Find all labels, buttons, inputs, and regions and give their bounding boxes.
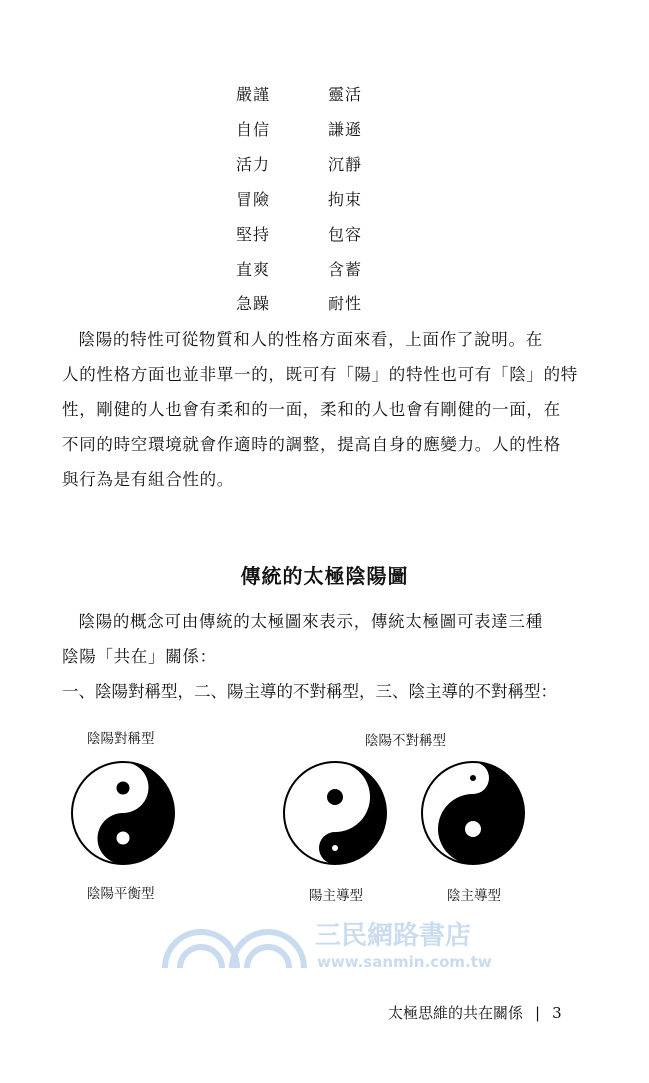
text-line: 一、陰陽對稱型，二、陽主導的不對稱型，三、陰主導的不對稱型：	[62, 682, 557, 701]
paragraph-personality	[62, 322, 582, 497]
yang-trait: 堅持	[236, 225, 271, 244]
page-number: 3	[552, 1004, 562, 1022]
yin-trait: 含蓄	[328, 260, 363, 279]
watermark-name: 三民網路書店	[315, 921, 472, 951]
yang-trait: 自信	[236, 120, 271, 139]
caption-yin-dominant: 陰主導型	[447, 888, 501, 904]
text-line: 不同的時空環境就會作適時的調整，提高自身的應變力。人的性格	[62, 435, 561, 454]
watermark	[160, 915, 490, 985]
caption-balanced: 陰陽平衡型	[87, 886, 155, 902]
yang-trait: 活力	[236, 155, 271, 174]
watermark-url: www.sanmin.com.tw	[317, 953, 492, 971]
taiji-yin-dominant-icon	[420, 760, 526, 866]
footer-divider: |	[535, 1004, 541, 1022]
asymmetric-group-label: 陰陽不對稱型	[365, 733, 446, 749]
text-line: 性，剛健的人也會有柔和的一面，柔和的人也會有剛健的一面，在	[62, 400, 561, 419]
watermark-logo-icon	[160, 920, 310, 970]
text-line: 陰陽的特性可從物質和人的性格方面來看，上面作了說明。在	[78, 330, 543, 349]
yang-trait: 嚴謹	[236, 85, 271, 104]
yin-trait: 沉靜	[328, 155, 363, 174]
yang-trait: 冒險	[236, 190, 271, 209]
yin-trait: 耐性	[328, 294, 363, 313]
text-line: 人的性格方面也並非單一的，既可有「陽」的特性也可有「陰」的特	[62, 365, 578, 384]
text-line: 陰陽的概念可由傳統的太極圖來表示，傳統太極圖可表達三種	[78, 612, 543, 631]
yin-trait: 靈活	[328, 85, 363, 104]
taiji-yang-dominant-icon	[282, 760, 388, 866]
yang-trait: 直爽	[236, 260, 271, 279]
yin-trait: 包容	[328, 225, 363, 244]
page-footer	[388, 1002, 562, 1023]
caption-yang-dominant: 陽主導型	[309, 888, 363, 904]
paragraph-taiji	[62, 604, 582, 709]
text-line: 陰陽「共在」關係：	[62, 647, 217, 666]
yang-trait: 急躁	[236, 294, 271, 313]
text-line: 與行為是有組合性的。	[62, 470, 234, 489]
symmetric-group-label: 陰陽對稱型	[87, 731, 155, 747]
yin-trait: 謙遜	[328, 120, 363, 139]
section-title: 傳統的太極陰陽圖	[240, 564, 409, 588]
yin-trait: 拘束	[328, 190, 363, 209]
taiji-balanced-icon	[70, 760, 176, 866]
chapter-title: 太極思維的共在關係	[388, 1004, 524, 1022]
